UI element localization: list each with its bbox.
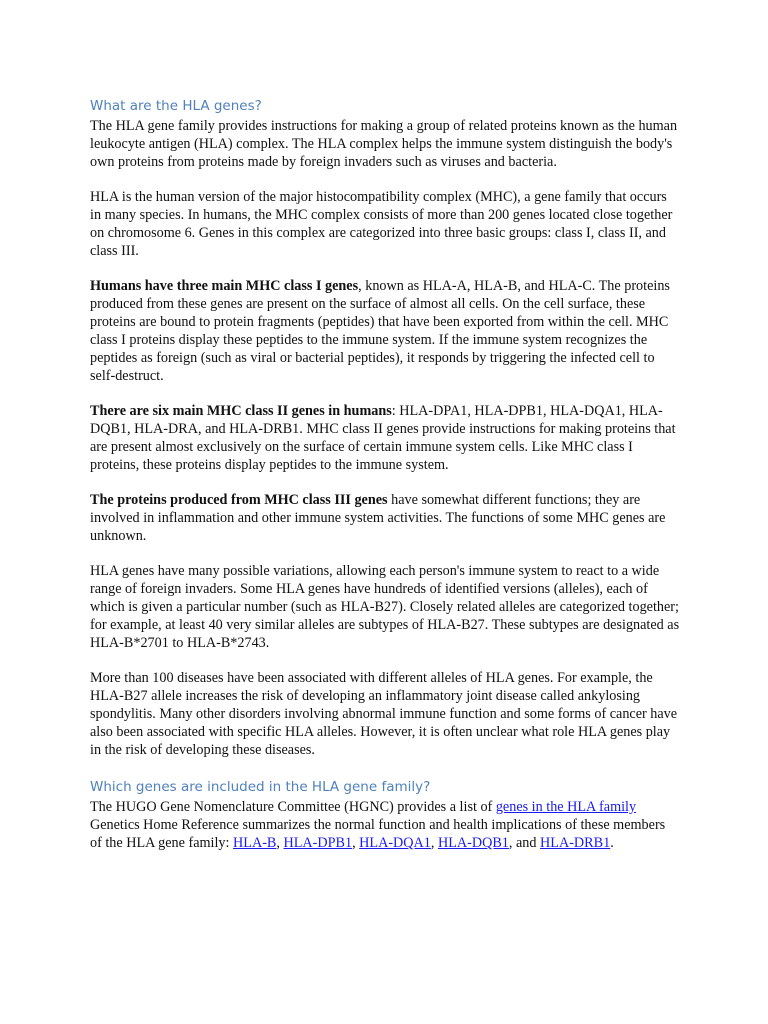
separator: , [276,835,284,851]
paragraph-hla-intro: The HLA gene family provides instructions for making a group of related proteins known as the human leukocyte antigen (HLA) complex. The HLA complex helps the immune system distinguish the body's own proteins from proteins made by foreign invaders such as viruses and bacteria. [90,118,678,170]
link-hla-dpb1[interactable]: HLA-DPB1 [283,835,353,851]
section-heading-gene-family: Which genes are included in the HLA gene family? [90,779,431,795]
link-hla-drb1[interactable]: HLA-DRB1 [540,835,611,851]
class-ii-bold-lead: There are six main MHC class II genes in humans [90,403,392,419]
link-hla-b[interactable]: HLA-B [233,835,277,851]
class-iii-text: have somewhat different functions; they are involved in inflammation and other immune system activities. The functions of some MHC genes are unknown. [90,492,666,544]
hgnc-text-1: The HUGO Gene Nomenclature Committee (HGNC) provides a list of [90,799,496,815]
link-hla-dqa1[interactable]: HLA-DQA1 [359,835,431,851]
class-i-bold-lead: Humans have three main MHC class I genes [90,278,359,294]
document-body [90,95,680,869]
paragraph-diseases: More than 100 diseases have been associated with different alleles of HLA genes. For example, the HLA-B27 allele increases the risk of developing an inflammatory joint disease called ankylosing spondylitis. Many other disorders involving abnormal immune function and some forms of cancer have also been associated with specific HLA alleles. However, it is often unclear what role HLA genes play in the risk of developing these diseases. [90,670,678,758]
section-heading-hla-genes: What are the HLA genes? [90,98,262,114]
separator: , and [508,835,541,851]
paragraph-hgnc [90,798,680,852]
paragraph-class-i [90,277,680,385]
separator: , [430,835,438,851]
link-genes-in-hla-family[interactable]: genes in the HLA family [495,799,637,815]
paragraph-class-ii [90,402,680,474]
class-ii-text: : HLA-DPA1, HLA-DPB1, HLA-DQA1, HLA-DQB1, HLA-DRA, and HLA-DRB1. MHC class II genes provide instructions for making proteins that are present almost exclusively on the surface of certain immune system cells. Like MHC class I proteins, these proteins display peptides to the immune system. [90,403,676,473]
paragraph-mhc: HLA is the human version of the major histocompatibility complex (MHC), a gene family that occurs in many species. In humans, the MHC complex consists of more than 200 genes located close together on chromosome 6. Genes in this complex are categorized into three basic groups: class I, class II, and class III. [90,189,673,259]
sentence-end: . [610,835,614,851]
paragraph-variations: HLA genes have many possible variations, allowing each person's immune system to react to a wide range of foreign invaders. Some HLA genes have hundreds of identified versions (alleles), each of which is given a particular number (such as HLA-B27). Closely related alleles are categorized together; for example, at least 40 very similar alleles are subtypes of HLA-B27. These subtypes are designated as HLA-B*2701 to HLA-B*2743. [90,563,680,651]
class-iii-bold-lead: The proteins produced from MHC class III genes [90,492,388,508]
hgnc-text-2: Genetics Home Reference summarizes the normal function and health implications of these members of the HLA gene family: [90,817,666,851]
link-hla-dqb1[interactable]: HLA-DQB1 [437,835,509,851]
paragraph-class-iii [90,491,680,545]
class-i-text: , known as HLA-A, HLA-B, and HLA-C. The proteins produced from these genes are present on the surface of almost all cells. On the cell surface, these proteins are bound to protein fragments (peptides) that have been exported from within the cell. MHC class I proteins display these peptides to the immune system. If the immune system recognizes the peptides as foreign (such as viral or bacterial peptides), it responds by triggering the infected cell to self-destruct. [90,278,670,384]
separator: , [352,835,360,851]
